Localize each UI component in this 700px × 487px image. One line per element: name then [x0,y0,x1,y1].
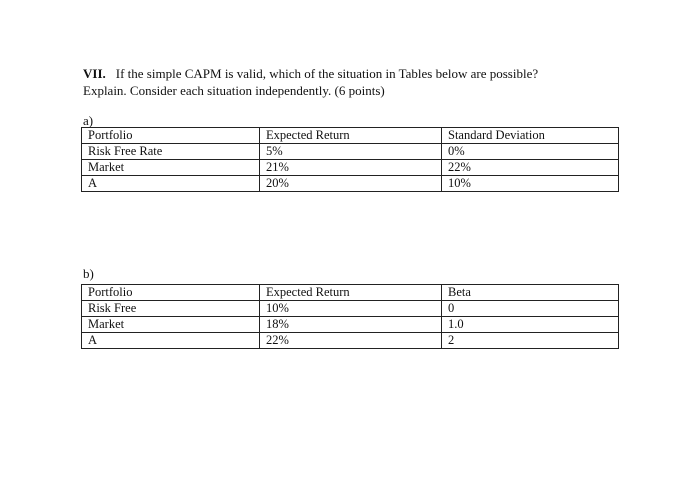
part-b-table [81,284,619,349]
row-beta: 0 [442,301,619,317]
table-row [82,144,619,160]
row-portfolio-name: Risk Free Rate [82,144,260,160]
table-row [82,333,619,349]
question-text [83,65,643,99]
row-standard-deviation: 0% [442,144,619,160]
question-line-2: Explain. Consider each situation independently. (6 points) [83,83,385,98]
header-portfolio: Portfolio [82,285,260,301]
question-line-1 [83,65,643,82]
header-standard-deviation: Standard Deviation [442,128,619,144]
row-expected-return: 10% [260,301,442,317]
row-portfolio-name: A [82,176,260,192]
row-portfolio-name: Market [82,317,260,333]
row-expected-return: 21% [260,160,442,176]
part-a-label: a) [83,113,94,128]
header-beta: Beta [442,285,619,301]
row-expected-return: 22% [260,333,442,349]
part-a-table [81,127,619,192]
header-expected-return: Expected Return [260,285,442,301]
row-portfolio-name: A [82,333,260,349]
row-portfolio-name: Risk Free [82,301,260,317]
row-portfolio-name: Market [82,160,260,176]
question-number: VII. [83,66,106,81]
row-beta: 1.0 [442,317,619,333]
row-standard-deviation: 10% [442,176,619,192]
header-expected-return: Expected Return [260,128,442,144]
table-row [82,301,619,317]
row-expected-return: 18% [260,317,442,333]
row-beta: 2 [442,333,619,349]
row-expected-return: 20% [260,176,442,192]
header-portfolio: Portfolio [82,128,260,144]
table-header-row [82,128,619,144]
table-row [82,176,619,192]
row-standard-deviation: 22% [442,160,619,176]
table-row [82,160,619,176]
row-expected-return: 5% [260,144,442,160]
question-prompt: If the simple CAPM is valid, which of the situation in Tables below are possible? [115,66,539,81]
part-b-label: b) [83,266,94,281]
table-row [82,317,619,333]
table-header-row [82,285,619,301]
